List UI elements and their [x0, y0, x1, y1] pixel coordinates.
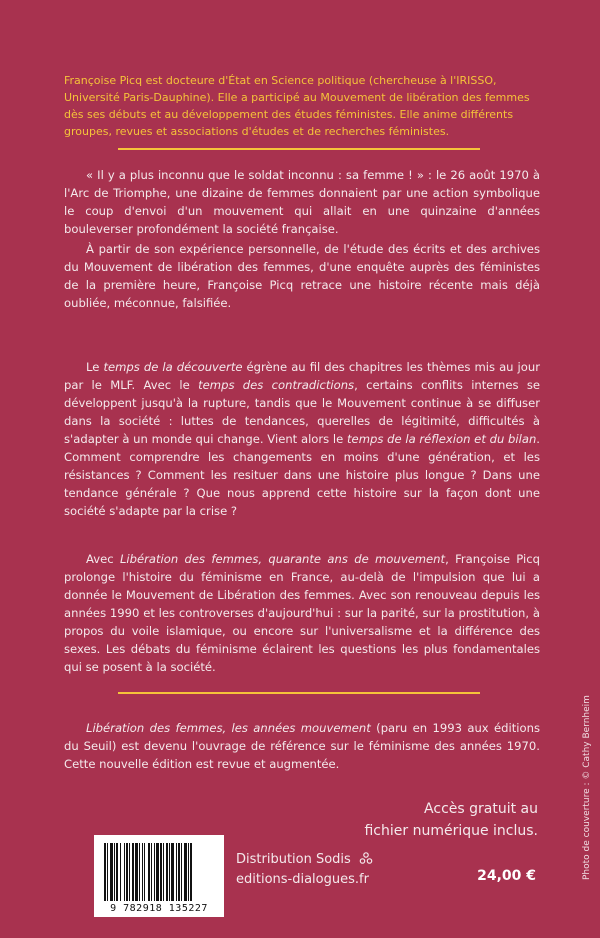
divider-top: [118, 148, 480, 150]
distribution-line-1: Distribution Sodis: [236, 850, 373, 870]
barcode-bar: [116, 843, 118, 901]
barcode-bars: [104, 843, 214, 901]
barcode-bar: [163, 843, 164, 901]
isbn-number: 9 782918 135227: [110, 903, 208, 914]
barcode-bar: [104, 843, 106, 901]
chapters-section: [64, 358, 540, 520]
barcode-bar: [184, 843, 187, 901]
barcode-bar: [160, 843, 162, 901]
intro-section: [64, 166, 540, 312]
barcode-bar: [169, 843, 170, 901]
barcode-bar: [181, 843, 182, 901]
access-line-2: fichier numérique inclus.: [364, 823, 538, 839]
intro-paragraph-1: « Il y a plus inconnu que le soldat inconnu : sa femme ! » : le 26 août 1970 à l'Arc de Triomphe, une dizaine de femmes donnaient par une action symbolique le coup d'envoi d'un mouvement qui allait en une quinzaine d'années bouleverser profondément la société française.: [64, 168, 540, 236]
barcode-bar: [156, 843, 159, 901]
barcode-bar: [144, 843, 145, 901]
sodis-logo-icon: [359, 851, 373, 865]
barcode-bar: [110, 843, 113, 901]
barcode-bar: [124, 843, 125, 901]
barcode-bar: [190, 843, 192, 901]
edition-paragraph: Libération des femmes, les années mouvement (paru en 1993 aux éditions du Seuil) est devenu l'ouvrage de référence sur le féminisme des années 1970. Cette nouvelle édition est revue et augmentée.: [64, 721, 540, 771]
barcode-bar: [151, 843, 152, 901]
title-reflexion: temps de la réflexion et du bilan: [347, 432, 537, 446]
title-quarante-ans: Libération des femmes, quarante ans de mouvement: [119, 552, 446, 566]
website: editions-dialogues.fr: [236, 872, 369, 887]
title-contradictions: temps des contradictions: [198, 378, 355, 392]
edition-section: [64, 719, 540, 773]
barcode-bar: [132, 843, 134, 901]
intro-paragraph-2: À partir de son expérience personnelle, de l'étude des écrits et des archives du Mouvement de libération des femmes, d'une enquête auprès des féministes de la première heure, Françoise Picq retrace une histoire récente mais déjà oubliée, méconnue, falsifiée.: [64, 242, 540, 310]
digital-access-note: [318, 798, 538, 842]
barcode-bar: [166, 843, 168, 901]
price: 24,00 €: [477, 868, 536, 884]
barcode-bar: [148, 843, 150, 901]
barcode: [94, 835, 224, 917]
chapters-paragraph: Le temps de la découverte égrène au fil des chapitres les thèmes mis au jour par le MLF. Avec le temps des contradictions, certains conflits internes se développent jusqu'à la rupture, tandis que le Mouvement continue à se diffuser dans la société : luttes de tendances, querelles de légitimité, difficultés à s'adapter à un monde qui change. Vient alors le temps de la réflexion et du bilan. Comment comprendre les changements en moins d'une génération, et les résistances ? Comment les resituer dans une histoire plus longue ? Dans une tendance générale ? Que nous apprend cette histoire sur la façon dont une société s'adapte par la crise ?: [64, 360, 541, 518]
barcode-bar: [126, 843, 128, 901]
barcode-bar: [178, 843, 180, 901]
title-decouverte: temps de la découverte: [103, 360, 243, 374]
photo-credit: Photo de couverture : © Cathy Bernheim: [582, 695, 592, 880]
divider-bottom: [118, 692, 480, 694]
barcode-bar: [114, 843, 115, 901]
barcode-bar: [171, 843, 174, 901]
barcode-bar: [142, 843, 143, 901]
continuation-section: [64, 550, 540, 676]
continuation-paragraph: Avec Libération des femmes, quarante ans de mouvement, Françoise Picq prolonge l'histoire du féminisme en France, au-delà de l'impulsion que lui a donnée le Mouvement de Libération des femmes. Avec son renouveau depuis les années 1990 et les controverses d'aujourd'hui : sur la parité, sur la prostitution, à propos du voile islamique, ou encore sur l'universalisme et la différence des sexes. Les débats du féminisme éclairent les questions les plus fondamentales qui se posent à la société.: [64, 552, 541, 674]
barcode-bar: [135, 843, 138, 901]
barcode-bar: [107, 843, 108, 901]
barcode-bar: [139, 843, 140, 901]
barcode-bar: [188, 843, 189, 901]
distribution-info: [236, 850, 373, 890]
barcode-bar: [176, 843, 177, 901]
title-annees-mouvement: Libération des femmes, les années mouvement: [86, 721, 371, 735]
access-line-1: Accès gratuit au: [424, 801, 538, 817]
barcode-bar: [154, 843, 155, 901]
barcode-bar: [129, 843, 130, 901]
author-bio: Françoise Picq est docteure d'État en Science politique (chercheuse à l'IRISSO, Université Paris-Dauphine). Elle a participé au Mouvement de libération des femmes dès ses débuts et au développement des études féministes. Elle anime différents groupes, revues et associations d'études et de recherches féministes.: [64, 74, 530, 138]
barcode-bar: [120, 843, 121, 901]
